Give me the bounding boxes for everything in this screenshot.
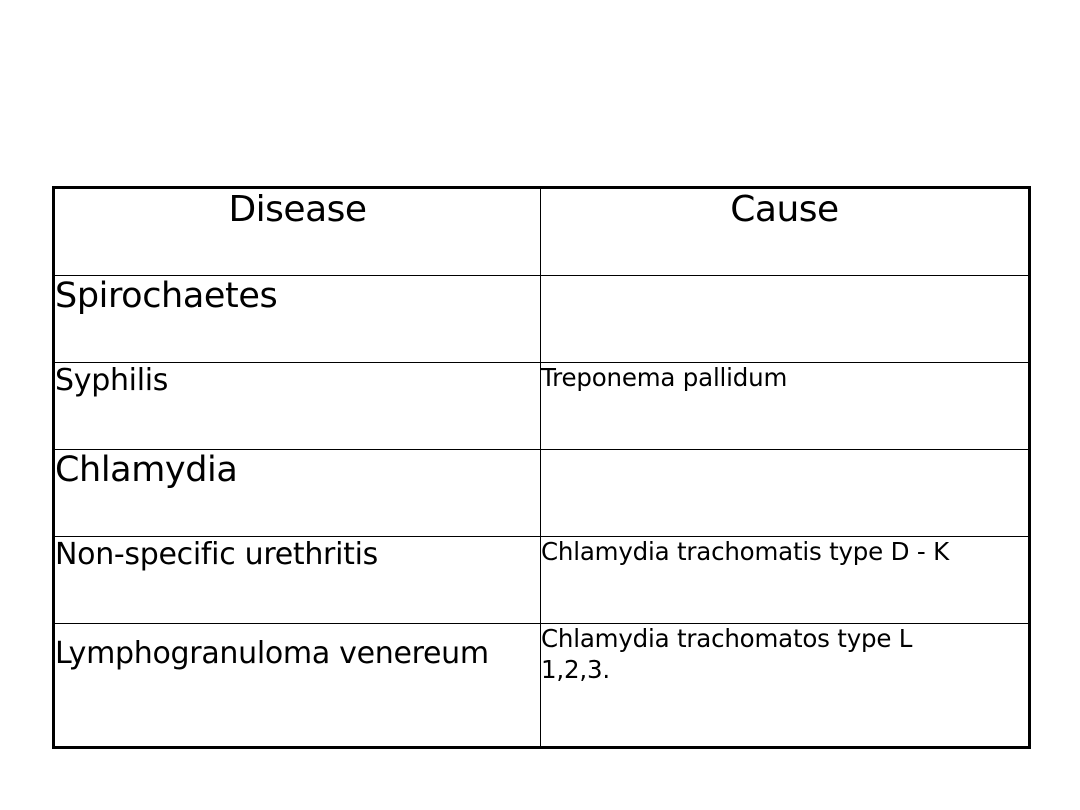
- table-row: [54, 363, 1030, 450]
- disease-cell: Non-specific urethritis: [54, 537, 541, 624]
- table-row: [54, 537, 1030, 624]
- group-label-chlamydia: Chlamydia: [54, 450, 541, 537]
- cause-cell: Chlamydia trachomatis type D - K: [541, 537, 1030, 624]
- cause-cell: Treponema pallidum: [541, 363, 1030, 450]
- disease-cell: Syphilis: [54, 363, 541, 450]
- disease-cause-table: [52, 186, 1031, 749]
- table-row: [54, 624, 1030, 748]
- header-disease: Disease: [54, 188, 541, 276]
- cause-cell: [541, 450, 1030, 537]
- disease-cell: Lymphogranuloma venereum: [54, 624, 541, 748]
- group-label-spirochaetes: Spirochaetes: [54, 276, 541, 363]
- table-header-row: [54, 188, 1030, 276]
- table-row: [54, 276, 1030, 363]
- table-row: [54, 450, 1030, 537]
- cause-cell: Chlamydia trachomatos type L 1,2,3.: [541, 624, 1030, 748]
- header-cause: Cause: [541, 188, 1030, 276]
- cause-cell: [541, 276, 1030, 363]
